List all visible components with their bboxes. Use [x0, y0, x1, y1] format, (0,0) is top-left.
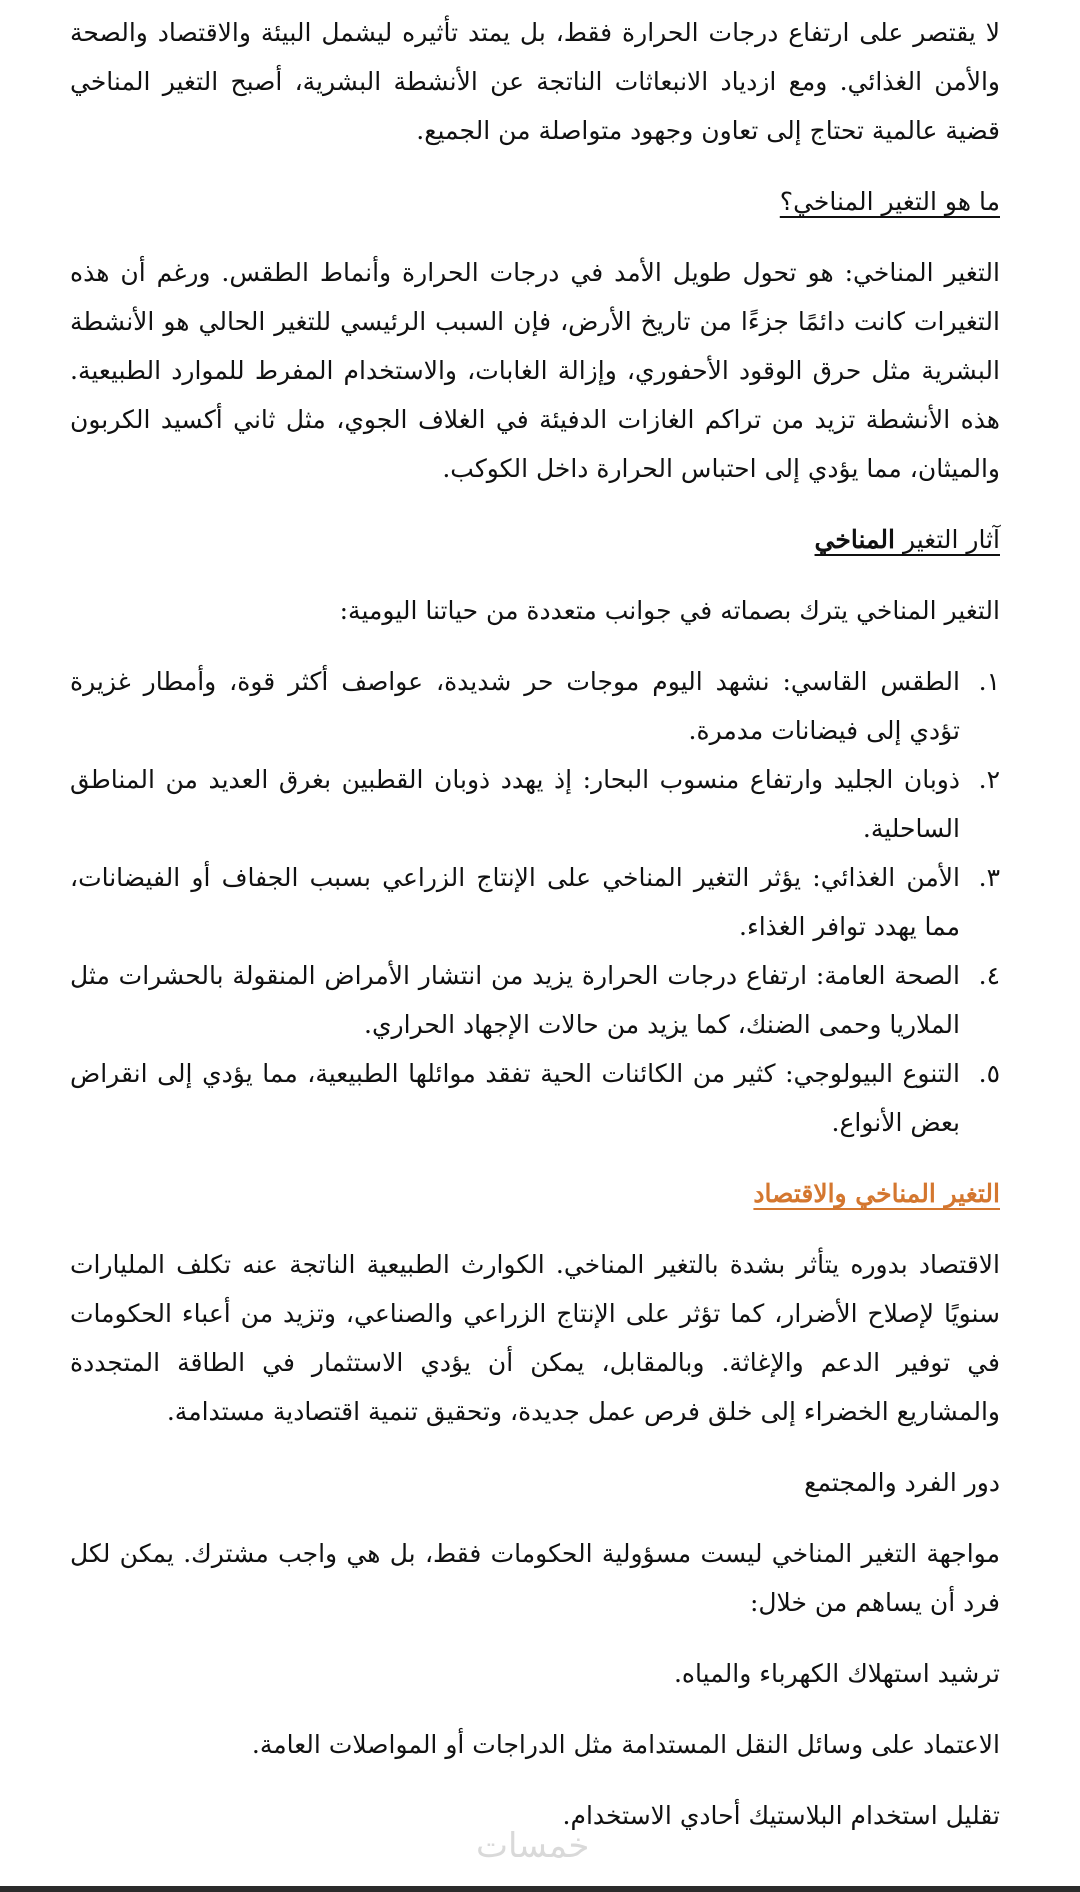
impacts-intro: التغير المناخي يترك بصماته في جوانب متعددة من حياتنا اليومية:: [339, 596, 1000, 625]
list-item-text: ذوبان الجليد وارتفاع منسوب البحار: إذ يهدد ذوبان القطبين بغرق العديد من المناطق الساحلية.: [70, 765, 960, 843]
list-item-number: ٤.: [978, 961, 1000, 990]
list-item: [70, 657, 1000, 755]
list-item-text: الطقس القاسي: نشهد اليوم موجات حر شديدة، عواصف أكثر قوة، وأمطار غزيرة تؤدي إلى فيضانات مدمرة.: [70, 667, 960, 745]
list-item-number: ٣.: [978, 863, 1000, 892]
article-body: [70, 8, 1000, 1862]
list-item-number: ٢.: [978, 765, 1000, 794]
definition-paragraph: التغير المناخي: هو تحول طويل الأمد في درجات الحرارة وأنماط الطقس. ورغم أن هذه التغيرات كانت دائمًا جزءًا من تاريخ الأرض، فإن السبب الرئيسي للتغير الحالي هو الأنشطة البشرية مثل حرق الوقود الأحفوري، وإزالة الغابات، والاستخدام المفرط للموارد الطبيعية. هذه الأنشطة تزيد من تراكم الغازات الدفيئة في الغلاف الجوي، مثل ثاني أكسيد الكربون والميثان، مما يؤدي إلى احتباس الحرارة داخل الكوكب.: [70, 258, 1000, 483]
list-item-text: الأمن الغذائي: يؤثر التغير المناخي على الإنتاج الزراعي بسبب الجفاف أو الفيضانات، مما يهدد توافر الغذاء.: [70, 863, 960, 941]
list-item-number: ١.: [978, 667, 1000, 696]
list-item: [70, 1049, 1000, 1147]
intro-paragraph: لا يقتصر على ارتفاع درجات الحرارة فقط، بل يمتد تأثيره ليشمل البيئة والاقتصاد والصحة والأمن الغذائي. ومع ازدياد الانبعاثات الناتجة عن الأنشطة البشرية، أصبح التغير المناخي قضية عالمية تحتاج إلى تعاون وجهود متواصلة من الجميع.: [70, 18, 1000, 145]
list-item: [70, 853, 1000, 951]
economy-heading: التغير المناخي والاقتصاد: [753, 1179, 1000, 1208]
impacts-list: [70, 657, 1000, 1147]
action-item: ترشيد استهلاك الكهرباء والمياه.: [673, 1659, 1000, 1688]
list-item-text: التنوع البيولوجي: كثير من الكائنات الحية تفقد موائلها الطبيعية، مما يؤدي إلى انقراض بعض الأنواع.: [70, 1059, 960, 1137]
watermark-logo: خمسات: [476, 1826, 590, 1866]
role-heading: دور الفرد والمجتمع: [804, 1468, 1000, 1497]
list-item-number: ٥.: [978, 1059, 1000, 1088]
impacts-heading-prefix: آثار التغير: [895, 525, 1000, 554]
definition-heading: ما هو التغير المناخي؟: [779, 187, 1000, 216]
impacts-heading-bold: المناخي: [814, 525, 895, 554]
list-item: [70, 951, 1000, 1049]
action-item: الاعتماد على وسائل النقل المستدامة مثل الدراجات أو المواصلات العامة.: [251, 1730, 1000, 1759]
list-item-text: الصحة العامة: ارتفاع درجات الحرارة يزيد من انتشار الأمراض المنقولة بالحشرات مثل الملاريا وحمى الضنك، كما يزيد من حالات الإجهاد الحراري.: [70, 961, 960, 1039]
impacts-heading: [70, 515, 1000, 564]
action-item: تقليل استخدام البلاستيك أحادي الاستخدام.: [562, 1801, 1000, 1830]
bottom-edge-bar: [0, 1886, 1080, 1892]
list-item: [70, 755, 1000, 853]
economy-paragraph: الاقتصاد بدوره يتأثر بشدة بالتغير المناخي. الكوارث الطبيعية الناتجة عنه تكلف المليارات سنويًا لإصلاح الأضرار، كما تؤثر على الإنتاج الزراعي والصناعي، وتزيد من أعباء الحكومات في توفير الدعم والإغاثة. وبالمقابل، يمكن أن يؤدي الاستثمار في الطاقة المتجددة والمشاريع الخضراء إلى خلق فرص عمل جديدة، وتحقيق تنمية اقتصادية مستدامة.: [70, 1250, 1000, 1426]
role-paragraph: مواجهة التغير المناخي ليست مسؤولية الحكومات فقط، بل هي واجب مشترك. يمكن لكل فرد أن يساهم من خلال:: [70, 1539, 1000, 1617]
